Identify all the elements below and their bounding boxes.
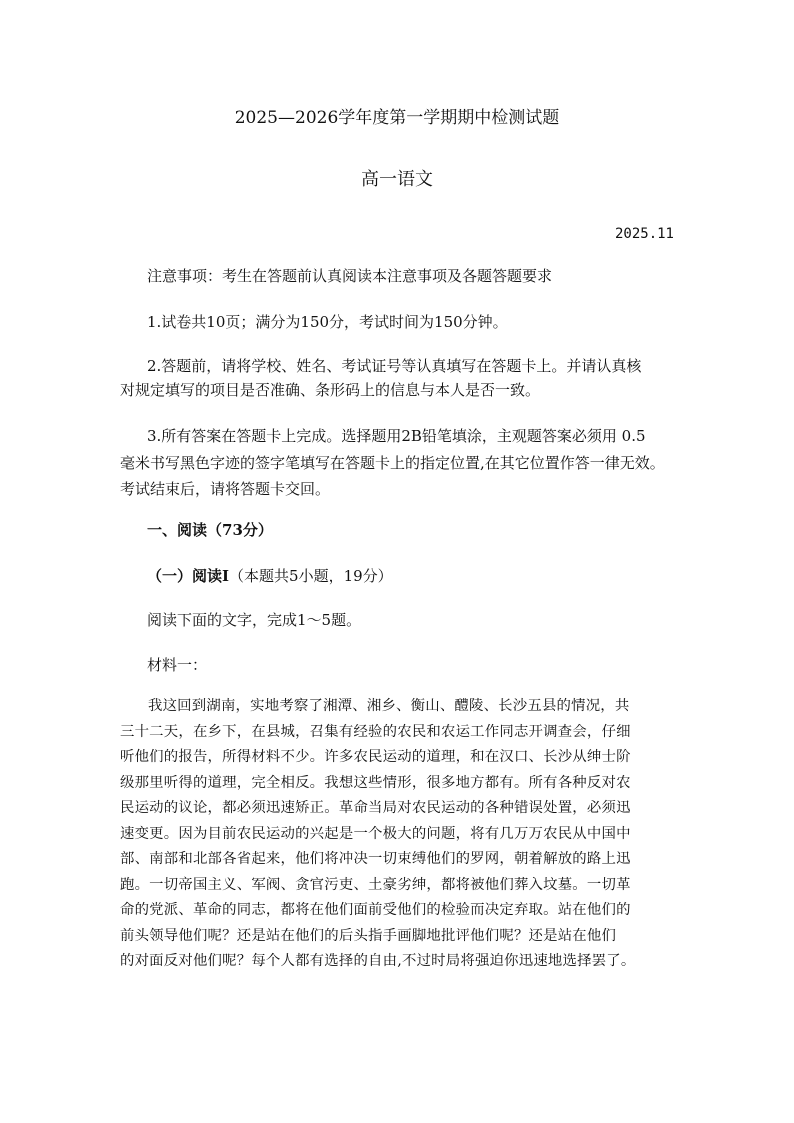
notice-intro: 注意事项：考生在答题前认真阅读本注意事项及各题答题要求 xyxy=(147,267,553,285)
passage-line: 的对面反对他们呢？每个人都有选择的自由,不过时局将强迫你迅速地选择罢了。 xyxy=(120,953,636,969)
passage-line: 听他们的报告，所得材料不少。许多农民运动的道理，和在汉口、长沙从绅士阶 xyxy=(120,749,631,765)
exam-title: 2025—2026学年度第一学期期中检测试题 xyxy=(234,108,560,128)
exam-date: 2025.11 xyxy=(614,226,674,242)
notice-item-2-line-1: 2.答题前，请将学校、姓名、考试证号等认真填写在答题卡上。并请认真核 xyxy=(147,357,642,375)
passage-line: 我这回到湖南，实地考察了湘潭、湘乡、衡山、醴陵、长沙五县的情况，共 xyxy=(148,698,630,714)
notice-item-3-line-1: 3.所有答案在答题卡上完成。选择题用2B铅笔填涂，主观题答案必须用 0.5 xyxy=(147,427,646,445)
passage-line: 前头领导他们呢？还是站在他们的后头指手画脚地批评他们呢？还是站在他们 xyxy=(120,928,617,944)
section-heading: 一、阅读（73分） xyxy=(147,521,273,539)
notice-item-2-line-2: 对规定填写的项目是否准确、条形码上的信息与本人是否一致。 xyxy=(120,381,541,399)
passage-line: 级那里听得的道理，完全相反。我想这些情形，很多地方都有。所有各种反对农 xyxy=(120,775,631,791)
material-label: 材料一： xyxy=(147,656,208,674)
passage-line: 命的党派、革命的同志，都将在他们面前受他们的检验而决定弃取。站在他们的 xyxy=(120,902,631,918)
sub-section-heading-rest: （本题共5小题，19分） xyxy=(229,567,393,585)
passage-line: 三十二天，在乡下，在县城，召集有经验的农民和农运工作同志开调查会，仔细 xyxy=(120,724,631,740)
notice-item-3-line-2: 毫米书写黑色字迹的签字笔填写在答题卡上的指定位置,在其它位置作答一律无效。 xyxy=(120,454,665,472)
passage-line: 民运动的议论，都必须迅速矫正。革命当局对农民运动的各种错误处置，必须迅 xyxy=(120,800,631,816)
sub-section-heading xyxy=(147,566,393,586)
notice-item-3-line-3: 考试结束后，请将答题卡交回。 xyxy=(120,480,331,498)
subject-title: 高一语文 xyxy=(361,169,433,190)
reading-instruction: 阅读下面的文字，完成1～5题。 xyxy=(147,611,362,629)
passage-line: 跑。一切帝国主义、军阀、贪官污吏、土豪劣绅，都将被他们葬入坟墓。一切革 xyxy=(120,877,631,893)
passage-line: 部、南部和北部各省起来，他们将冲决一切束缚他们的罗网，朝着解放的路上迅 xyxy=(120,851,631,867)
notice-item-1: 1.试卷共10页；满分为150分，考试时间为150分钟。 xyxy=(147,313,508,331)
passage-line: 速变更。因为目前农民运动的兴起是一个极大的问题，将有几万万农民从中国中 xyxy=(120,826,631,842)
sub-section-heading-bold: （一）阅读Ⅰ xyxy=(147,567,230,585)
